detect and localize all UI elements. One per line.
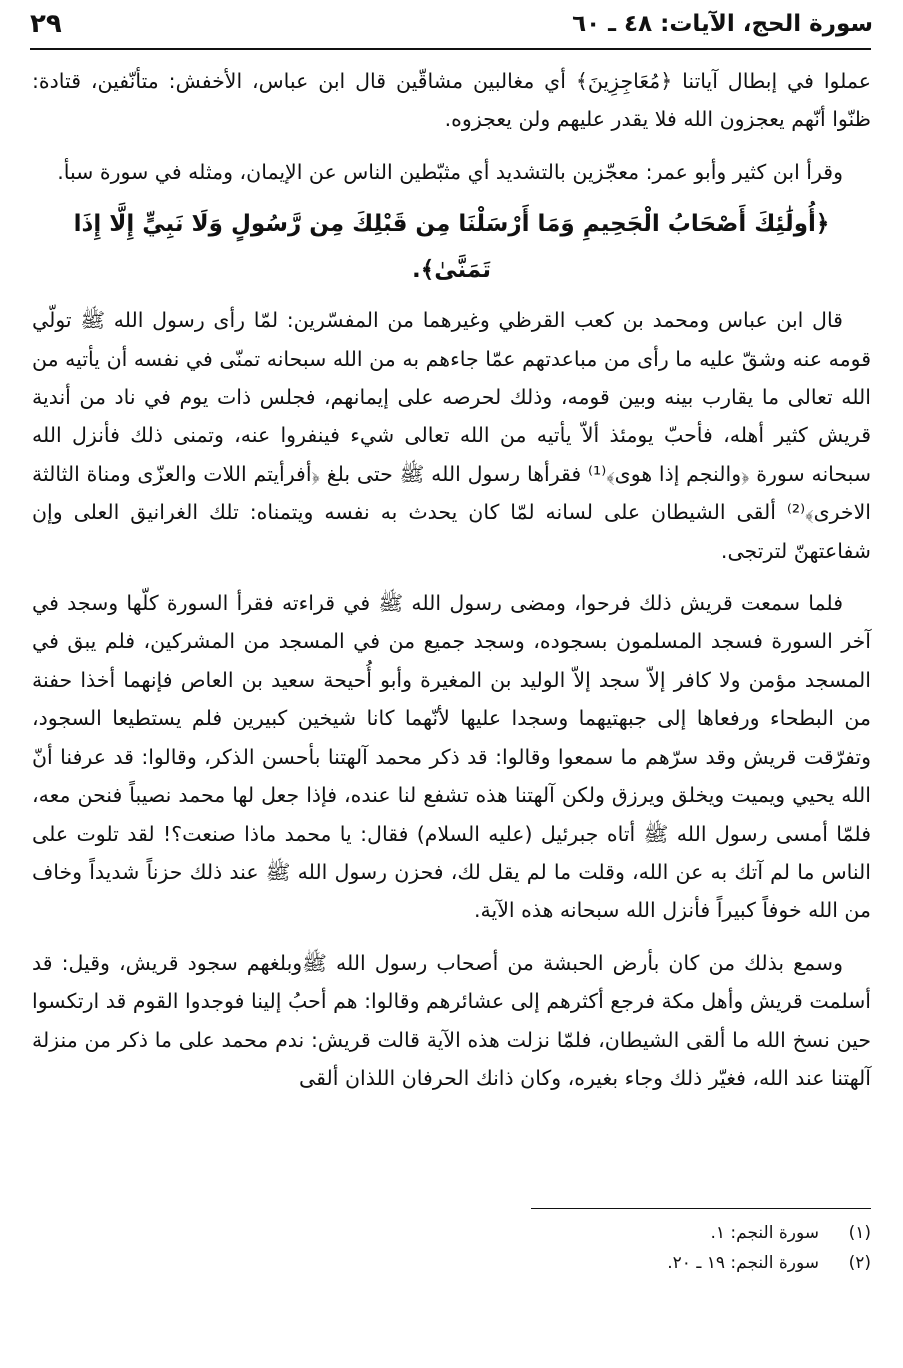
page-number: ٢٩: [30, 9, 62, 39]
page-body: [32, 62, 871, 1097]
paragraph-1: عملوا في إبطال آياتنا ﴿مُعَاجِزِينَ﴾ أي مغالبين مشاقّين قال ابن عباس، الأخفش: متأنّفين، قتادة: ظنّوا أنّهم يعجزون الله فلا يقدر عليهم ولن يعجزوه.: [32, 69, 871, 132]
paragraph-4: فلما سمعت قريش ذلك فرحوا، ومضى رسول الله ﷺ في قراءته فقرأ السورة كلّها وسجد في آخر السورة فسجد المسلمون بسجوده، وسجد جميع من في المسجد من المشركين، فلم يبق في المسجد مؤمن ولا كافر إلاّ سجد إلاّ الوليد بن المغيرة وأبو أُحيحة سعيد بن العاص فإنهما أخذا حفنة من البطحاء ورفعاها إلى جبهتيهما وسجدا عليها لأنّهما كانا شيخين كبيرين فلم يستطيعا السجود، وتفرّقت قريش وقد سرّهم ما سمعوا وقالوا: قد ذكر محمد آلهتنا بأحسن الذكر، وقالوا: قد عرفنا أنّ الله يحيي ويميت ويخلق ويرزق ولكن آلهتنا هذه تشفع لنا عنده، فإذا جعل لها محمد نصيباً فنحن معه، فلمّا أمسى رسول الله ﷺ أتاه جبرئيل (عليه السلام) فقال: يا محمد ماذا صنعت؟! لقد تلوت على الناس ما لم آتك به عن الله، وقلت ما لم يقل لك، فحزن رسول الله ﷺ عند ذلك حزناً شديداً وخاف من الله خوفاً كبيراً فأنزل الله سبحانه هذه الآية.: [32, 591, 871, 923]
footnote: [32, 1248, 871, 1278]
paragraph-3: قال ابن عباس ومحمد بن كعب القرظي وغيرهما من المفسّرين: لمّا رأى رسول الله ﷺ تولّي قومه عنه وشقّ عليه ما رأى من مباعدتهم عمّا جاءهم به من الله سبحانه تمنّى في نفسه أن يأتيه من الله تعالى ما يقارب بينه وبين قومه، وذلك لحرصه على إيمانهم، فجلس ذات يوم في ناد من أندية قريش كثير أهله، فأحبّ يومئذ ألاّ يأتيه من الله تعالى شيء فينفروا عنه، وتمنى ذلك فأنزل الله سبحانه سورة ﴿والنجم إذا هوى﴾⁽¹⁾ فقرأها رسول الله ﷺ حتى بلغ ﴿أفرأيتم اللات والعزّى ومناة الثالثة الاخرى﴾⁽²⁾ ألقى الشيطان على لسانه لمّا كان يحدث به نفسه ويتمناه: تلك الغرانيق العلى وإن شفاعتهنّ لترتجى.: [32, 308, 871, 563]
footnote-text: سورة النجم: ١٩ ـ ٢٠.: [667, 1253, 819, 1273]
footnote: [32, 1218, 871, 1248]
footnotes: [32, 1218, 871, 1278]
paragraph-5: وسمع بذلك من كان بأرض الحبشة من أصحاب رسول الله ﷺوبلغهم سجود قريش، وقيل: قد أسلمت قريش وأهل مكة فرجع أكثرهم إلى عشائرهم وقالوا: هم أحبُ إلينا فوجدوا القوم قد ارتكسوا حين نسخ الله ما ألقى الشيطان، فلمّا نزلت هذه الآية قالت قريش: ندم محمد على ما ذكر من منزلة آلهتنا عند الله، فغيّر ذلك وجاء بغيره، وكان ذانك الحرفان اللذان ألقى: [32, 950, 871, 1090]
header-divider: [30, 48, 871, 50]
running-header: [30, 4, 873, 44]
footnote-text: سورة النجم: ١.: [710, 1223, 819, 1243]
paragraph-2: وقرأ ابن كثير وأبو عمر: معجّزين بالتشديد أي مثبّطين الناس عن الإيمان، ومثله في سورة سبأ.: [57, 159, 843, 184]
header-title: سورة الحج، الآيات: ٤٨ ـ ٦٠: [572, 11, 873, 37]
quran-verse: ﴿أُولَٰئِكَ أَصْحَابُ الْجَحِيمِ وَمَا أَرْسَلْنَا مِن قَبْلِكَ مِن رَّسُولٍ وَلَا نَبِيٍّ إِلَّا إِذَا تَمَنَّىٰ﴾.: [73, 211, 830, 284]
footnote-mark: (١): [848, 1223, 871, 1243]
footnote-divider: [531, 1208, 871, 1209]
footnote-mark: (٢): [848, 1253, 871, 1273]
